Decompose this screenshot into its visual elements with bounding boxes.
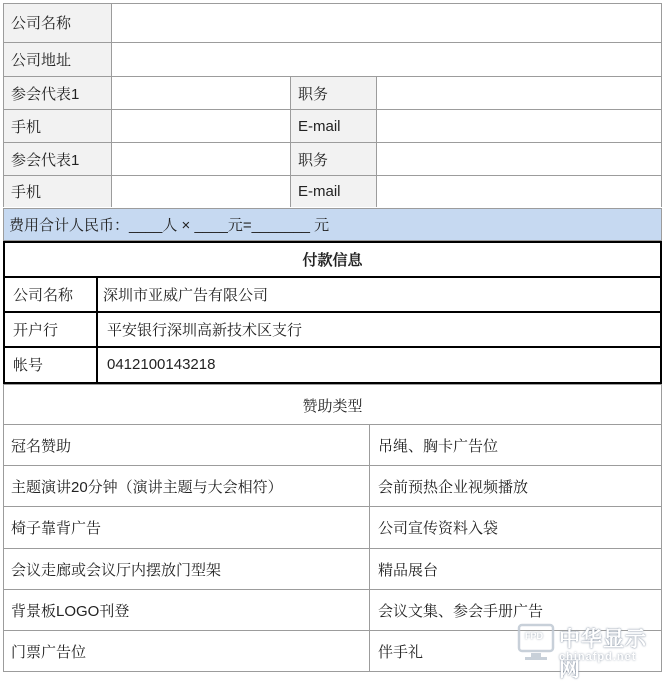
sponsor-item-right: 伴手礼 — [378, 643, 424, 661]
sponsor-item-right: 精品展台 — [378, 561, 439, 579]
sponsor-item-left: 会议走廊或会议厅内摆放门型架 — [11, 561, 222, 579]
sponsor-item-left: 门票广告位 — [11, 643, 87, 661]
mobile2-field[interactable] — [111, 176, 290, 207]
company-name-field[interactable] — [111, 3, 661, 41]
fee-total-row: 费用合计人民币：____人 × ____元=_______ 元 — [3, 208, 662, 241]
position2-label: 职务 — [298, 152, 329, 169]
position-label: 职务 — [298, 86, 329, 103]
watermark-url: chinafpd.net — [559, 651, 637, 663]
sponsorship-title: 赞助类型 — [302, 397, 363, 415]
payee-company-value: 深圳市亚威广告有限公司 — [103, 286, 269, 304]
mobile2-label: 手机 — [11, 184, 42, 201]
position2-field[interactable] — [376, 143, 661, 176]
account-value: 0412100143218 — [107, 356, 216, 373]
account-label: 帐号 — [13, 357, 44, 374]
rep1-field[interactable] — [111, 77, 290, 110]
rep1-label: 参会代表1 — [11, 86, 80, 103]
email-field[interactable] — [376, 110, 661, 143]
mobile-field[interactable] — [111, 110, 290, 143]
sponsor-item-right: 会议文集、参会手册广告 — [378, 602, 544, 620]
bank-value: 平安银行深圳高新技术区支行 — [107, 321, 303, 339]
watermark-brand: 中华显示网 — [559, 628, 647, 681]
company-address-field[interactable] — [111, 42, 661, 77]
sponsor-item-left: 椅子靠背广告 — [11, 520, 102, 537]
email2-field[interactable] — [376, 176, 661, 207]
sponsor-item-right: 公司宣传资料入袋 — [378, 520, 499, 537]
sponsor-item-right: 吊绳、胸卡广告位 — [378, 437, 499, 455]
bank-label: 开户行 — [13, 321, 59, 339]
payee-company-label: 公司名称 — [13, 286, 74, 304]
company-name-label: 公司名称 — [11, 14, 72, 32]
mobile-label: 手机 — [11, 119, 42, 136]
rep2-field[interactable] — [111, 143, 290, 176]
sponsor-item-left: 背景板LOGO刊登 — [11, 602, 130, 620]
position-field[interactable] — [376, 77, 661, 110]
email-label: E-mail — [298, 118, 341, 135]
sponsor-item-left: 冠名赞助 — [11, 437, 72, 455]
email2-label: E-mail — [298, 183, 341, 200]
watermark-badge: FPD — [525, 631, 543, 641]
rep2-label: 参会代表1 — [11, 152, 80, 169]
company-address-label: 公司地址 — [11, 52, 72, 69]
sponsor-item-right: 会前预热企业视频播放 — [378, 478, 529, 496]
payment-title: 付款信息 — [302, 252, 363, 269]
watermark-logo — [517, 617, 665, 681]
sponsor-item-left: 主题演讲20分钟（演讲主题与大会相符） — [11, 478, 283, 496]
